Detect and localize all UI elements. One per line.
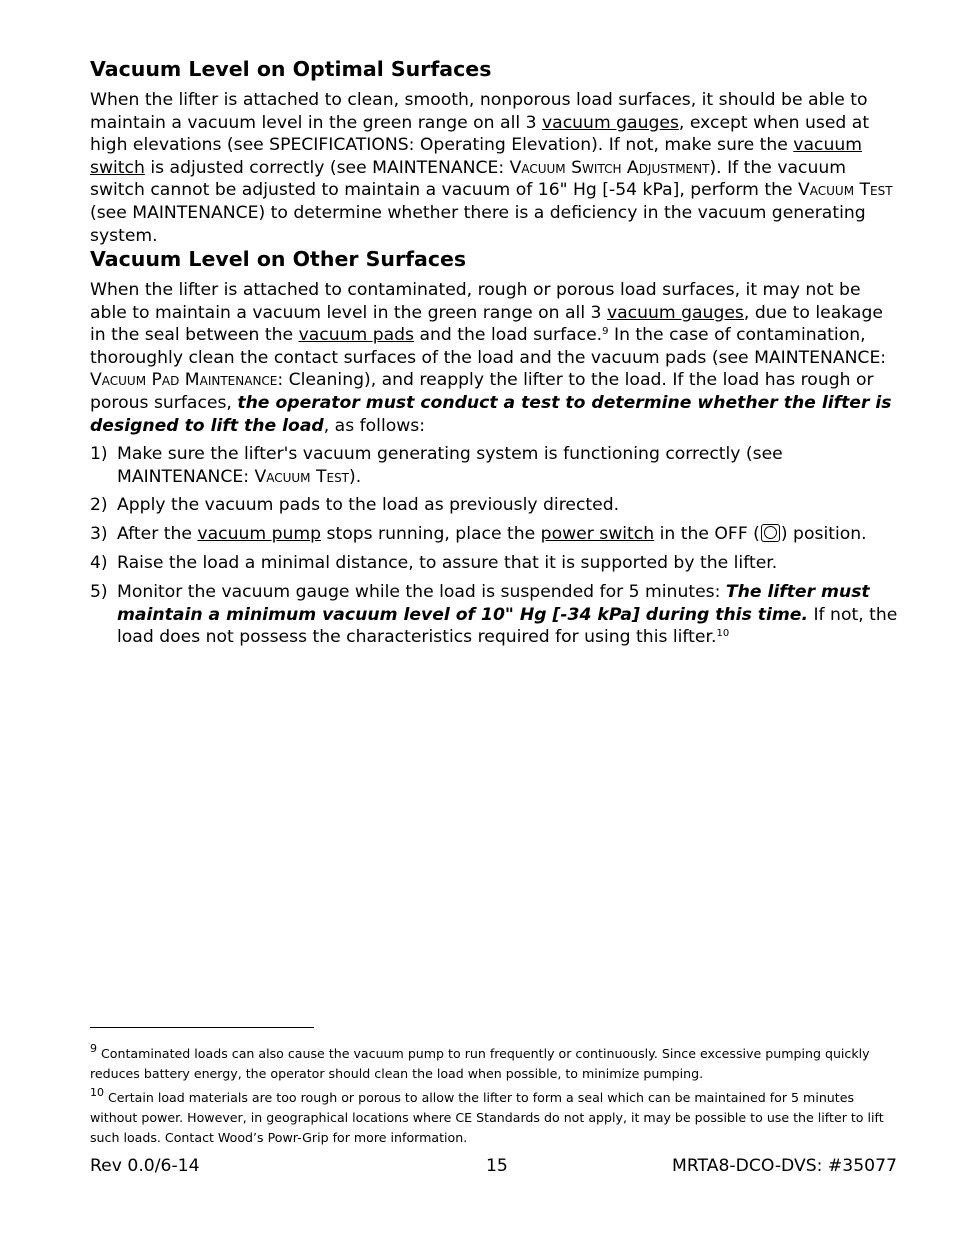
- footer-revision: Rev 0.0/6-14: [90, 1156, 200, 1176]
- section-paragraph-other: When the lifter is attached to contaminated, rough or porous load surfaces, it may not be able to maintain a vacuum level in the green range on all 3 vacuum gauges, due to leakage in the seal between the vacuum pads and the load surface.$^9$ In the case of contamination, thoroughly clean the contact surfaces of the load and the vacuum pads (see MAINTENANCE: Vacuum Pad Maintenance: Cleaning), and reapply the lifter to the load. If the load has rough or porous surfaces, the operator must conduct a test to determine whether the lifter is designed to lift the load, as follows:: [90, 280, 892, 436]
- warning-text: the operator must conduct a test to determine whether the lifter is designed to lift the load: [90, 392, 892, 436]
- list-item: 3) After the vacuum pump stops running, place the power switch in the OFF ( ) position.: [90, 524, 867, 544]
- footnote-separator: [90, 1027, 314, 1028]
- footnote-ref-9[interactable]: 9: [602, 326, 609, 338]
- warning-text: The lifter must maintain a minimum vacuum level of 10" Hg [-34 kPa] during this time.: [117, 582, 870, 625]
- section-heading-optimal: Vacuum Level on Optimal Surfaces: [90, 57, 492, 81]
- link-vacuum-pads[interactable]: vacuum pads: [298, 325, 415, 346]
- footer-document-id: MRTA8-DCO-DVS: #35077: [672, 1156, 897, 1176]
- link-vacuum-gauges[interactable]: vacuum gauges: [606, 302, 744, 323]
- list-item: 5) Monitor the vacuum gauge while the load is suspended for 5 minutes: The lifter must maintain a minimum vacuum level of 10" Hg [-34 kPa] during this time. If not, the load does not possess the characteristics required for using this lifter.$^{10}$: [90, 582, 898, 648]
- link-vacuum-pump[interactable]: vacuum pump: [197, 524, 322, 544]
- list-item: 1) Make sure the lifter's vacuum generating system is functioning correctly (see MAINTENANCE: Vacuum Test).: [90, 444, 783, 487]
- section-paragraph-optimal: When the lifter is attached to clean, smooth, nonporous load surfaces, it should be able to maintain a vacuum level in the green range on all 3 vacuum gauges, except when used at high elevations (see SPECIFICATIONS: Operating Elevation). If not, make sure the vacuum switch is adjusted correctly (see MAINTENANCE: Vacuum Switch Adjustment). If the vacuum switch cannot be adjusted to maintain a vacuum of 16" Hg [-54 kPa], perform the Vacuum Test (see MAINTENANCE) to determine whether there is a deficiency in the vacuum generating system.: [90, 90, 893, 246]
- section-heading-other: Vacuum Level on Other Surfaces: [90, 247, 467, 271]
- power-off-icon: [761, 524, 780, 542]
- link-vacuum-switch[interactable]: vacuum switch: [90, 135, 862, 178]
- footer-page-number: 15: [486, 1156, 508, 1176]
- footnote-10: $^{10}$ Certain load materials are too rough or porous to allow the lifter to form a seal which can be maintained for 5 minutes without power. However, in geographical locations where CE Standards do not apply, it may be possible to use the lifter to lift such loads. Contact Wood’s Powr-Grip for more information.: [90, 1086, 884, 1145]
- footnote-ref-10[interactable]: 10: [716, 628, 730, 640]
- link-vacuum-gauges[interactable]: vacuum gauges: [542, 112, 679, 133]
- link-power-switch[interactable]: power switch: [540, 524, 655, 544]
- list-item: 4) Raise the load a minimal distance, to assure that it is supported by the lifter.: [90, 553, 778, 573]
- footnote-9: $^9$ Contaminated loads can also cause the vacuum pump to run frequently or continuously. Since excessive pumping quickly reduces battery energy, the operator should clean the load when possible, to minimize pumping.: [90, 1042, 870, 1081]
- list-item: 2) Apply the vacuum pads to the load as previously directed.: [90, 495, 620, 515]
